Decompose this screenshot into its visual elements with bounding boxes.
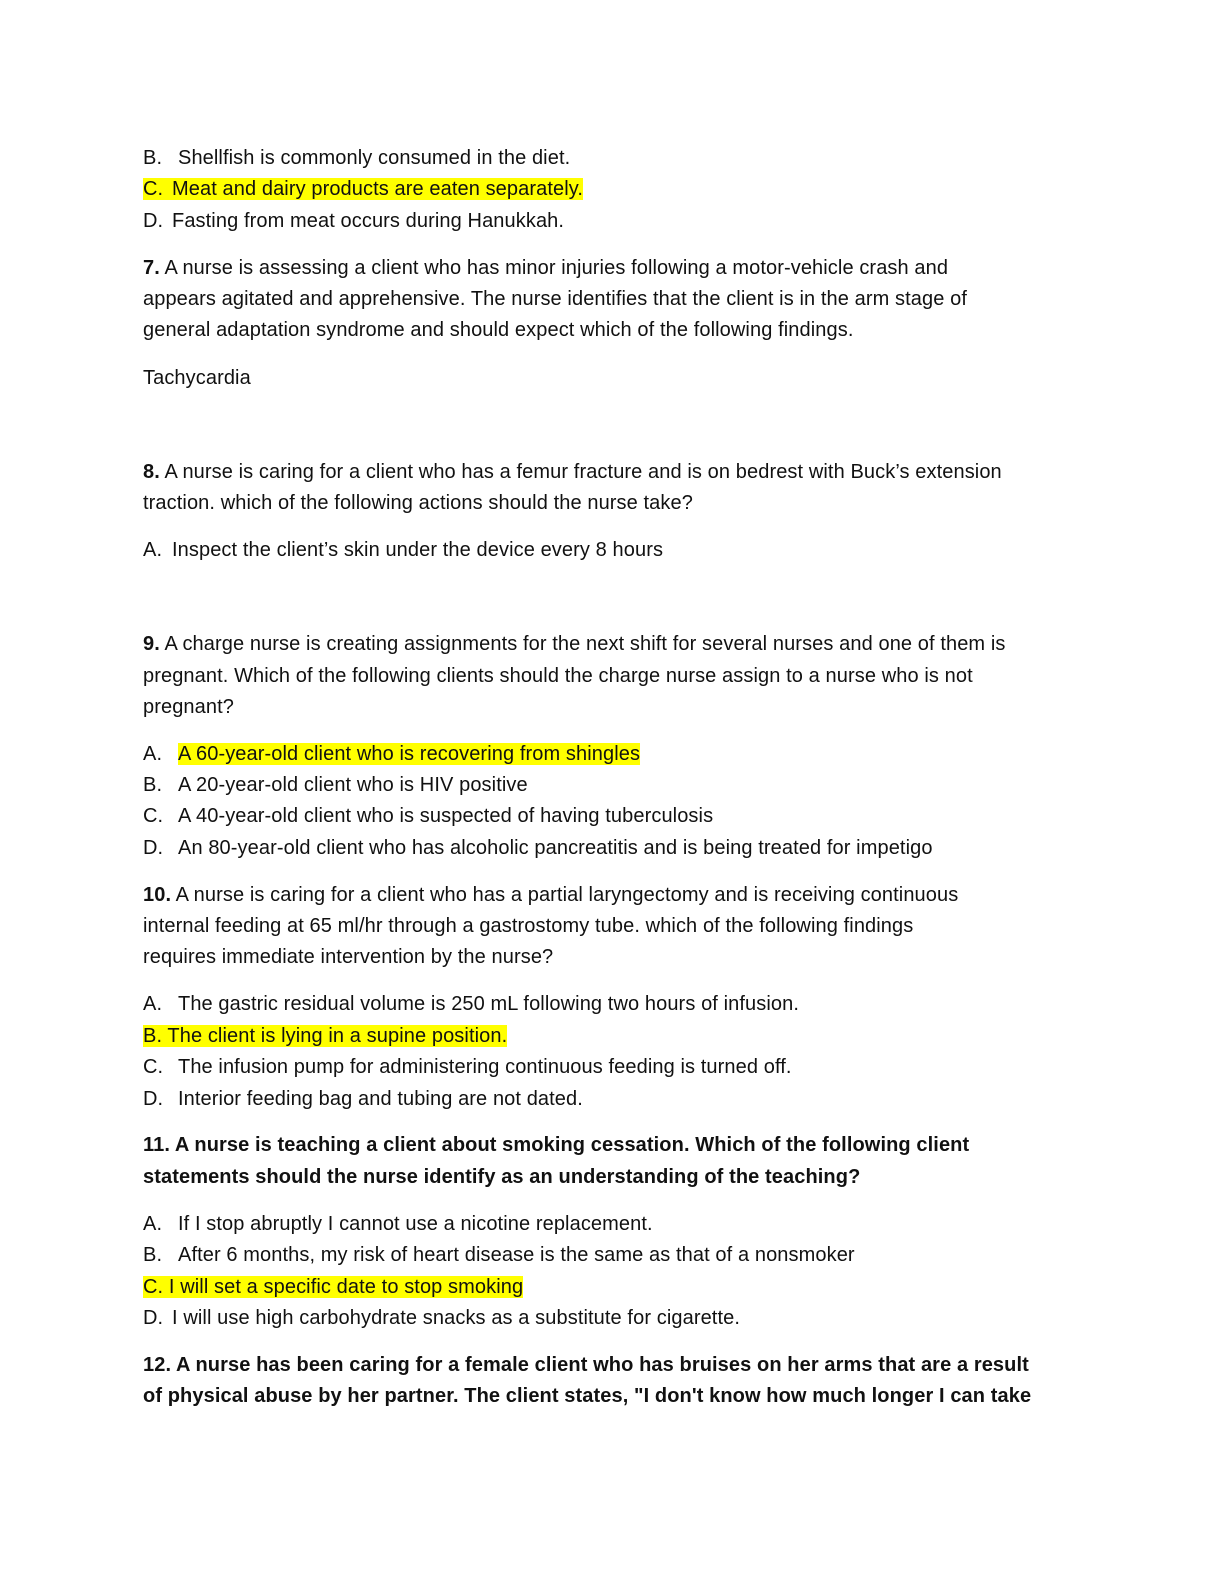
q11-option-b: B. After 6 months, my risk of heart disease is the same as that of a nonsmoker — [143, 1244, 855, 1266]
q9-option-a: A. A 60-year-old client who is recovering from shingles — [143, 743, 641, 765]
q9-option-d: D. An 80-year-old client who has alcoholic pancreatitis and is being treated for impetigo — [143, 837, 933, 859]
q9-stem-line-2: pregnant. Which of the following clients should the charge nurse assign to a nurse who is not — [143, 665, 973, 687]
q11-option-d: D. I will use high carbohydrate snacks as a substitute for cigarette. — [143, 1307, 740, 1329]
q8-stem-line-2: traction. which of the following actions should the nurse take? — [143, 492, 693, 514]
q9-stem-line-3: pregnant? — [143, 696, 234, 718]
highlight-answer: B. The client is lying in a supine position. — [143, 1025, 508, 1047]
q6-option-b: B. Shellfish is commonly consumed in the diet. — [143, 147, 571, 169]
q10-stem-line-2: internal feeding at 65 ml/hr through a gastrostomy tube. which of the following findings — [143, 915, 914, 937]
q9-option-b: B. A 20-year-old client who is HIV positive — [143, 774, 528, 796]
q10-option-b-highlighted — [143, 1024, 507, 1048]
q7-stem-line-1: 7. A nurse is assessing a client who has minor injuries following a motor-vehicle crash and — [143, 257, 949, 279]
q12-stem-line-2: of physical abuse by her partner. The client states, "I don't know how much longer I can take — [143, 1385, 1032, 1407]
q10-stem-line-3: requires immediate intervention by the nurse? — [143, 946, 554, 968]
q11-stem-line-1: 11. A nurse is teaching a client about smoking cessation. Which of the following client — [143, 1134, 970, 1156]
highlight-answer: C. I will set a specific date to stop smoking — [143, 1276, 524, 1298]
q10-option-a: A. The gastric residual volume is 250 mL following two hours of infusion. — [143, 993, 800, 1015]
q11-option-a: A. If I stop abruptly I cannot use a nicotine replacement. — [143, 1213, 653, 1235]
q8-stem-line-1: 8. A nurse is caring for a client who has a femur fracture and is on bedrest with Buck’s extension — [143, 461, 1002, 483]
q10-stem-line-1: 10. A nurse is caring for a client who has a partial laryngectomy and is receiving continuous — [143, 884, 959, 906]
q11-stem-line-2: statements should the nurse identify as an understanding of the teaching? — [143, 1166, 861, 1188]
highlight-answer: A 60-year-old client who is recovering from shingles — [178, 743, 641, 765]
q10-option-c: C. The infusion pump for administering continuous feeding is turned off. — [143, 1056, 792, 1078]
highlight-answer: C. Meat and dairy products are eaten separately. — [143, 178, 584, 200]
q6-option-c-highlighted — [143, 177, 583, 201]
q10-option-d: D. Interior feeding bag and tubing are not dated. — [143, 1088, 583, 1110]
q7-stem-line-3: general adaptation syndrome and should expect which of the following findings. — [143, 319, 854, 341]
q7-answer: Tachycardia — [143, 367, 251, 389]
q8-answer: A. Inspect the client’s skin under the device every 8 hours — [143, 539, 664, 561]
q6-option-d: D. Fasting from meat occurs during Hanukkah. — [143, 210, 565, 232]
q11-option-c-highlighted — [143, 1275, 523, 1299]
q9-stem-line-1: 9. A charge nurse is creating assignments for the next shift for several nurses and one of them is — [143, 633, 1006, 655]
q7-stem-line-2: appears agitated and apprehensive. The nurse identifies that the client is in the arm stage of — [143, 288, 967, 310]
q12-stem-line-1: 12. A nurse has been caring for a female client who has bruises on her arms that are a result — [143, 1354, 1029, 1376]
q9-option-c: C. A 40-year-old client who is suspected of having tuberculosis — [143, 805, 714, 827]
